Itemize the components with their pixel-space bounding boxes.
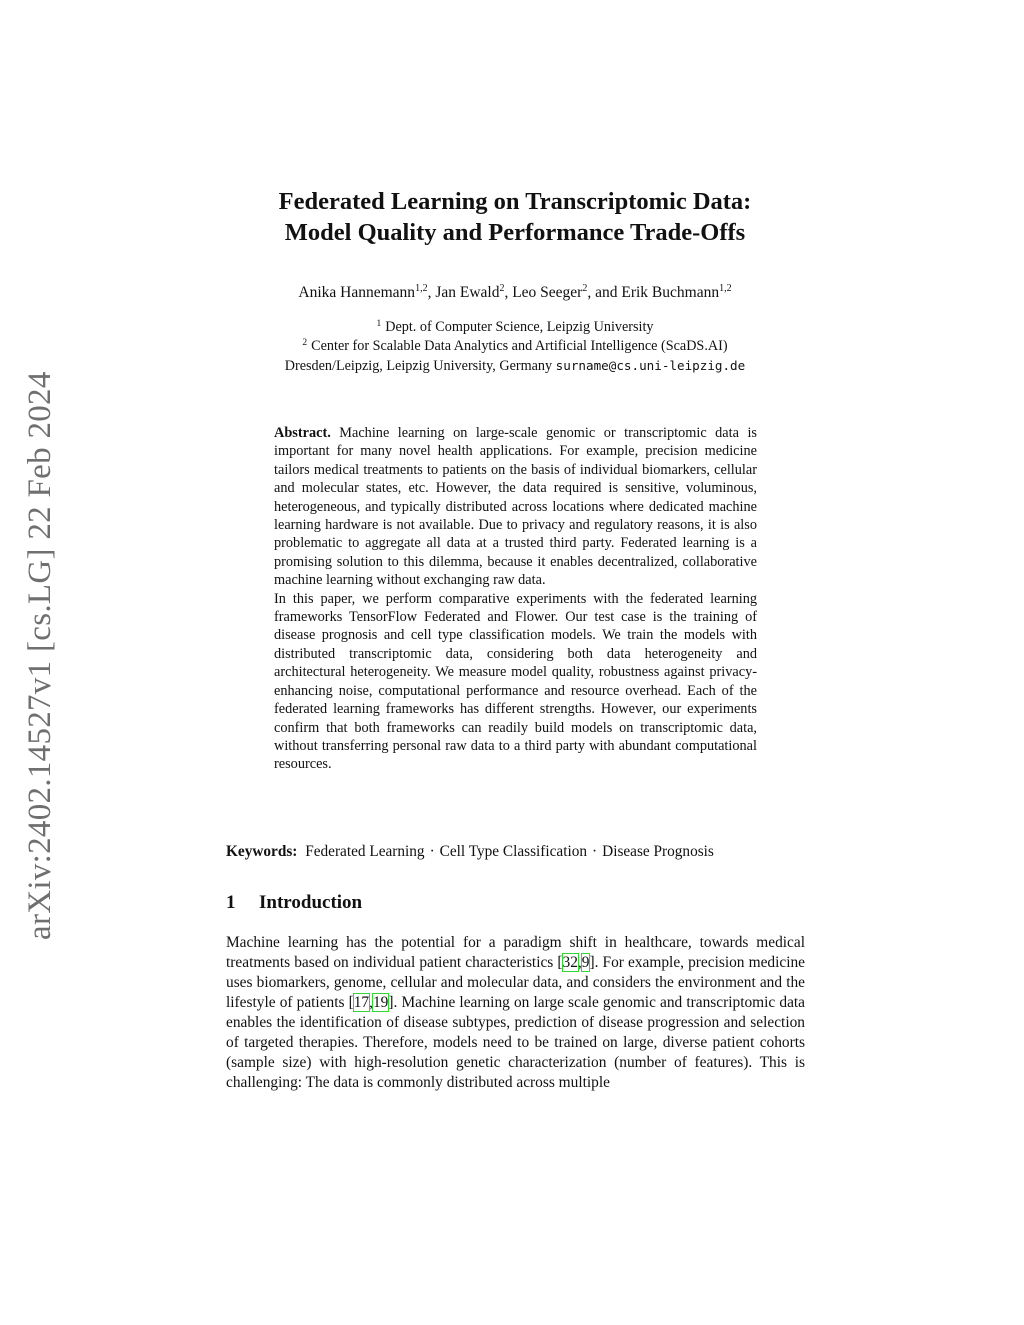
keywords [226, 842, 816, 862]
affiliation-text: Dresden/Leipzig, Leipzig University, Germany [284, 358, 553, 374]
author-name: Leo Seeger [512, 284, 583, 301]
affiliations [200, 318, 830, 376]
abstract-paragraph-1 [274, 424, 757, 590]
keyword-item: Disease Prognosis [602, 843, 714, 860]
affiliation-text: Dept. of Computer Science, Leipzig University [385, 319, 654, 335]
author-separator: , and [587, 284, 622, 301]
author-name: Jan Ewald [435, 284, 500, 301]
paper-title [200, 186, 830, 248]
section-title: Introduction [259, 892, 363, 913]
abstract [274, 424, 757, 774]
paper-title-line-2: Model Quality and Performance Trade-Offs [284, 219, 746, 246]
body-text: ]. For example, precision medicine uses biomarkers, genome, cellular and molecular data, and considers the environment and the lifestyle of patients [ [226, 954, 806, 1011]
keyword-separator: · [429, 843, 435, 860]
keyword-item: Federated Learning [305, 843, 425, 860]
section-heading-introduction [226, 891, 362, 915]
citation-link[interactable]: 19 [372, 994, 389, 1011]
author-name: Erik Buchmann [621, 284, 720, 301]
author-list [200, 283, 830, 303]
body-text: Machine learning has the potential for a paradigm shift in healthcare, towards medical treatments based on individual patient characteristics [ [226, 934, 805, 971]
author-affiliation-mark: 2 [582, 283, 588, 294]
affiliation-mark: 1 [376, 319, 382, 329]
affiliation-1 [200, 318, 830, 337]
author-name: Anika Hannemann [298, 284, 416, 301]
affiliation-2 [200, 337, 830, 356]
abstract-paragraph-2: In this paper, we perform comparative experiments with the federated learning frameworks TensorFlow Federated and Flower. Our test case is the training of disease prognosis and cell type classification models. We train the models with distributed transcriptomic data, considering both data heterogeneity and architectural heterogeneity. We measure model quality, robustness against privacy-enhancing noise, computational performance and resource overhead. Each of the federated learning frameworks has different strengths. However, our experiments confirm that both frameworks can readily build models on transcriptomic data, without transferring personal raw data to a third party with abundant computational resources. [274, 590, 757, 773]
arxiv-identifier-sidebar [22, 360, 66, 940]
keyword-separator: · [592, 843, 598, 860]
citation-link[interactable]: 32 [562, 954, 578, 971]
citation-link[interactable]: 9 [581, 954, 590, 971]
keyword-item: Cell Type Classification [439, 843, 588, 860]
abstract-label: Abstract. [274, 425, 331, 441]
introduction-paragraph [226, 933, 805, 1093]
affiliation-3 [200, 356, 830, 376]
citation-link[interactable]: 17 [353, 994, 370, 1011]
paper-title-line-1: Federated Learning on Transcriptomic Data: [278, 188, 752, 215]
introduction-body [226, 933, 805, 1093]
arxiv-identifier[interactable]: arXiv:2402.14527v1 [cs.LG] 22 Feb 2024 [22, 371, 58, 940]
affiliation-text: Center for Scalable Data Analytics and Artificial Intelligence (ScaDS.AI) [311, 338, 728, 354]
keywords-label: Keywords: [226, 843, 298, 860]
abstract-text: Machine learning on large-scale genomic or transcriptomic data is important for many novel health applications. For example, precision medicine tailors medical treatments to patients on the basis of individual biomarkers, cellular and molecular states, etc. However, the data required is sensitive, voluminous, heterogeneous, and typically distributed across locations where dedicated machine learning hardware is not available. Due to privacy and regulatory reasons, it is also problematic to aggregate all data at a trusted third party. Federated learning is a promising solution to this dilemma, because it enables decentralized, collaborative machine learning without exchanging raw data. [274, 425, 757, 589]
citation-separator: , [369, 994, 373, 1011]
body-text: ]. Machine learning on large scale genomic and transcriptomic data enables the identification of disease subtypes, prediction of disease progression and selection of targeted therapies. Therefore, models need to be trained on large, diverse patient cohorts (sample size) with high-resolution genetic characterization (number of features). This is challenging: The data is commonly distributed across multiple [226, 994, 806, 1091]
citation-separator: , [577, 954, 582, 971]
author-separator: , [427, 284, 436, 301]
affiliation-mark: 2 [302, 338, 308, 348]
author-affiliation-mark: 2 [499, 283, 505, 294]
section-number: 1 [226, 892, 236, 913]
contact-email[interactable]: surname@cs.uni-leipzig.de [555, 358, 746, 373]
author-affiliation-mark: 1,2 [719, 283, 732, 294]
author-separator: , [504, 284, 513, 301]
author-affiliation-mark: 1,2 [415, 283, 428, 294]
